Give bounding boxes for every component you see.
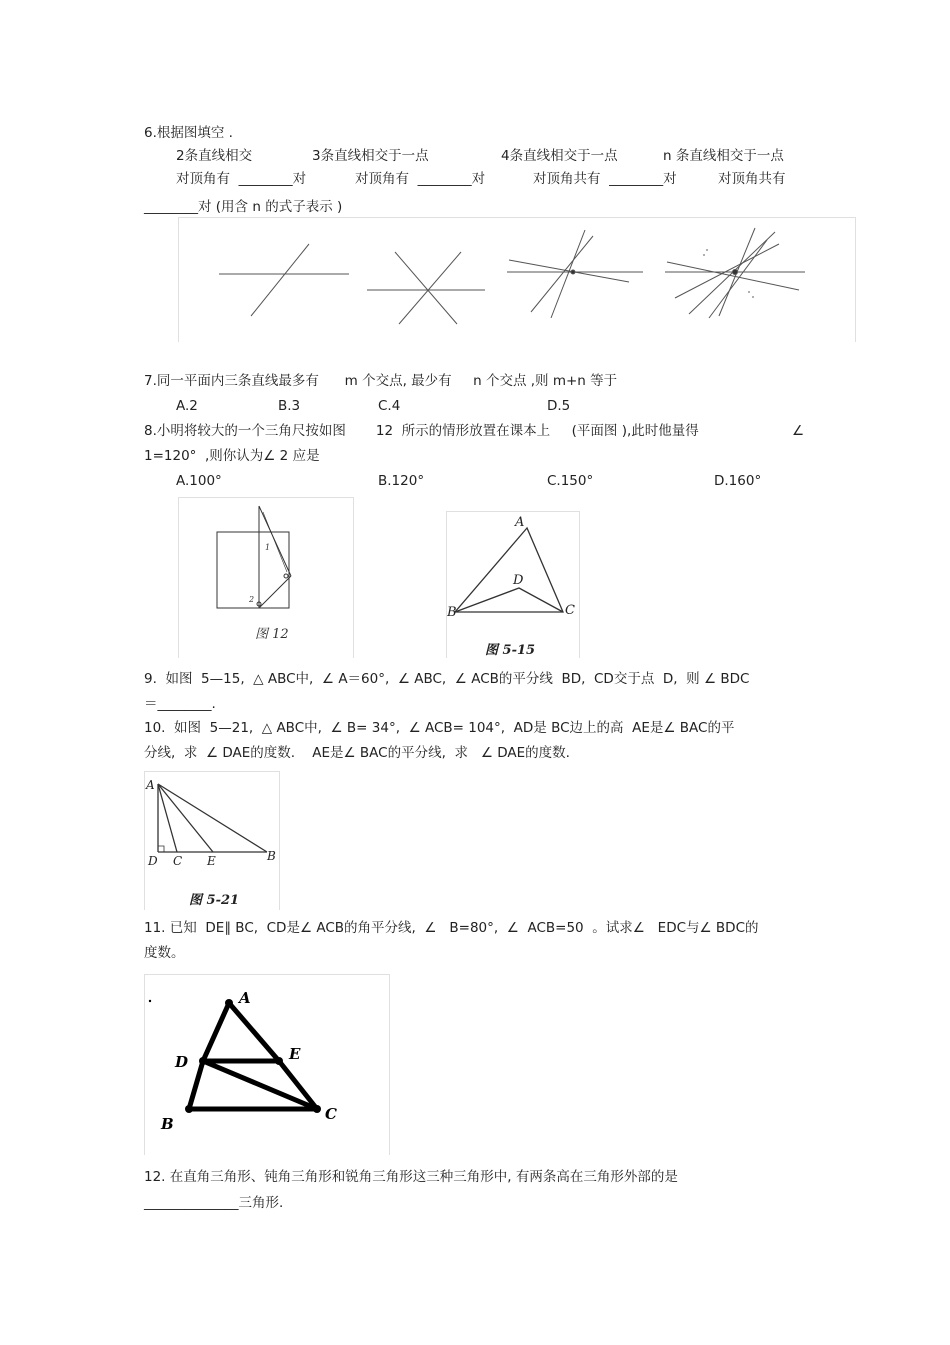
q8-stem-angle-symbol: ∠ — [792, 423, 805, 439]
q9-line2: ＝________. — [144, 696, 216, 712]
four-lines-steep-2 — [551, 230, 585, 318]
q7-option-a: A.2 — [176, 398, 198, 414]
q11-line1: 11. 已知 DE∥ BC, CD是∠ ACB的角平分线, ∠ B=80°, ∠ ACB=50 。试求∠ EDC与∠ BDC的 — [144, 920, 759, 936]
q6-col3-title: 4条直线相交于一点 — [501, 148, 618, 164]
three-lines-diag-2 — [399, 252, 461, 324]
three-lines-diag-1 — [395, 252, 457, 324]
angle-2-label: 2 — [249, 595, 255, 604]
vertex-a-label: A — [146, 778, 155, 792]
ruler-hypotenuse — [259, 506, 291, 576]
vertex-a-label: A — [239, 989, 251, 1007]
q7-option-c: C.4 — [378, 398, 401, 414]
q6-col4-title: n 条直线相交于一点 — [663, 148, 784, 164]
q8-option-c: C.150° — [547, 473, 594, 489]
intersecting-lines-diagram — [179, 218, 855, 342]
q11-line2: 度数。 — [144, 945, 185, 961]
q6-col4-blank: 对顶角共有 — [718, 171, 786, 187]
segment-db — [189, 1061, 203, 1109]
q6-line3: ________对 (用含 n 的式子表示 ) — [144, 199, 343, 215]
q8-option-b: B.120° — [378, 473, 425, 489]
four-lines-intersection — [571, 270, 575, 274]
figure-5-15-caption: 图 5-15 — [485, 643, 536, 658]
segment-ae — [229, 1003, 279, 1061]
q12-line1: 12. 在直角三角形、钝角三角形和锐角三角形这三种三角形中, 有两条高在三角形外部的是 — [144, 1169, 678, 1185]
q8-option-d: D.160° — [714, 473, 762, 489]
q6-col2-blank: 对顶角有 ________对 — [355, 171, 486, 187]
vertex-a-label: A — [515, 515, 525, 530]
ruler-short-edge — [259, 576, 291, 608]
q10-line2: 分线, 求 ∠ DAE的度数. AE是∠ BAC的平分线, 求 ∠ DAE的度数. — [144, 745, 570, 761]
q6-col2-title: 3条直线相交于一点 — [312, 148, 429, 164]
vertex-e-label: E — [289, 1045, 301, 1063]
vertex-c-label: C — [325, 1105, 337, 1123]
vertex-e-label: E — [207, 854, 216, 868]
figure-5-21 — [144, 771, 280, 910]
segment-ad — [203, 1003, 229, 1061]
vertex-d-label: D — [148, 854, 158, 868]
q6-col1-blank: 对顶角有 ________对 — [176, 171, 307, 187]
triangle-abc-altitude-diagram — [145, 772, 279, 910]
vertex-b-label: B — [447, 605, 457, 620]
q7-option-b: B.3 — [278, 398, 301, 414]
bisector-ae — [158, 784, 213, 852]
figure-5-15 — [446, 511, 580, 658]
ruler-hole-1 — [284, 574, 288, 578]
q9-line1: 9. 如图 5—15, △ ABC中, ∠ A＝60°, ∠ ABC, ∠ ACB的平分线 BD, CD交于点 D, 则 ∠ BDC — [144, 671, 750, 687]
figure-5-21-caption: 图 5-21 — [189, 893, 240, 908]
bisectors-bd-cd — [455, 588, 563, 612]
q10-line1: 10. 如图 5—21, △ ABC中, ∠ B= 34°, ∠ ACB= 104°, AD是 BC边上的高 AE是∠ BAC的平 — [144, 720, 735, 736]
figure-12 — [178, 497, 354, 658]
q6-stem: 6.根据图填空 . — [144, 125, 233, 141]
angle-1-label: 1 — [265, 543, 271, 552]
q7-stem: 7.同一平面内三条直线最多有 m 个交点, 最少有 n 个交点 ,则 m+n 等于 — [144, 373, 618, 389]
q8-stem-line1: 8.小明将较大的一个三角尺按如图 12 所示的情形放置在课本上 (平面图 ),此时他量得 — [144, 423, 699, 439]
q6-lines-figure — [178, 217, 856, 342]
n-lines-line-4 — [709, 240, 767, 318]
q8-option-a: A.100° — [176, 473, 222, 489]
vertex-d-label: D — [513, 573, 524, 588]
vertex-d-label: D — [175, 1053, 189, 1071]
q12-line2: ______________三角形. — [144, 1195, 284, 1211]
figure-12-caption: 图 12 — [255, 627, 289, 642]
vertex-b-label: B — [267, 849, 276, 863]
vertex-c-label: C — [173, 854, 183, 868]
n-lines-intersection — [733, 270, 738, 275]
figure-q11 — [144, 974, 390, 1155]
q8-stem-line2: 1=120° ,则你认为∠ 2 应是 — [144, 448, 320, 464]
q6-col3-blank: 对顶角共有 ________对 — [533, 171, 677, 187]
q6-col1-title: 2条直线相交 — [176, 148, 253, 164]
q7-option-d: D.5 — [547, 398, 571, 414]
vertex-b-label: B — [161, 1115, 174, 1133]
ruler-inner-edge — [263, 512, 287, 572]
two-lines-diagonal — [251, 244, 309, 316]
triangle-abc-bisectors-diagram — [447, 512, 579, 658]
triangle-de-parallel-bc-diagram — [145, 975, 389, 1155]
triangle-ruler-on-book-diagram — [179, 498, 353, 658]
n-lines-line-5 — [675, 244, 779, 298]
vertex-c-label: C — [565, 603, 575, 618]
right-angle-mark — [158, 846, 164, 852]
n-lines-line-3 — [689, 232, 775, 314]
triangle-abc — [455, 528, 563, 612]
